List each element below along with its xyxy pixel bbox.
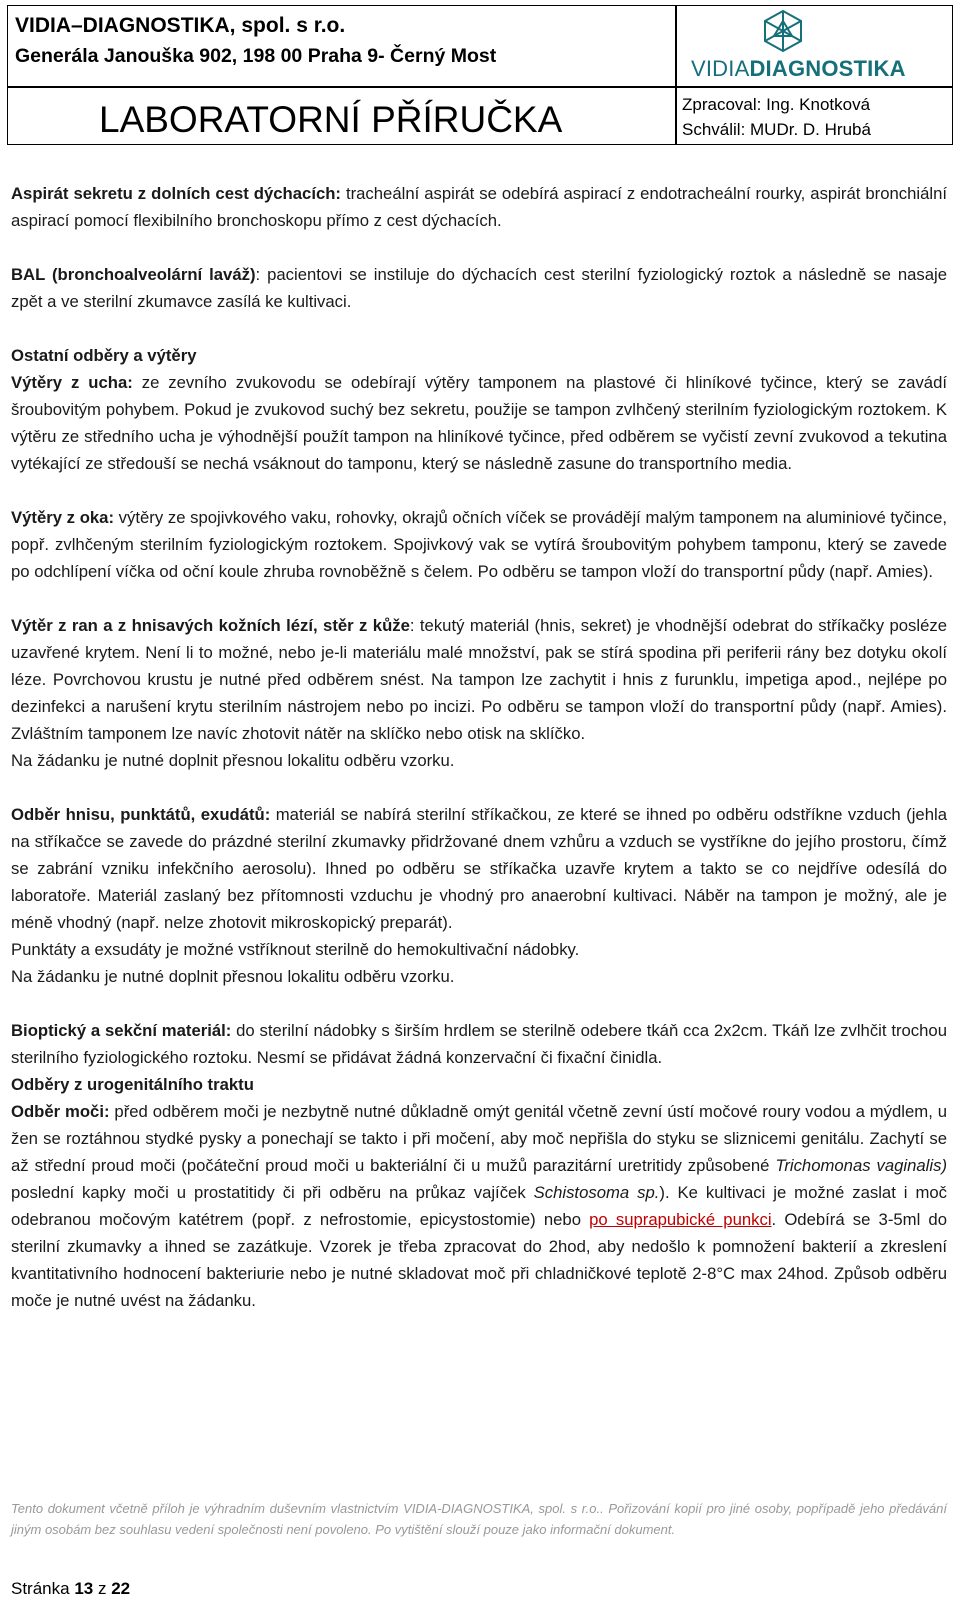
bal-title: BAL (bronchoalveolární laváž)	[11, 265, 256, 284]
logo-suffix: DIAGNOSTIKA	[749, 56, 906, 81]
approved-by: Schválil: MUDr. D. Hrubá	[682, 120, 871, 139]
urine-title: Odběr moči:	[11, 1102, 110, 1121]
company-address: Generála Janouška 902, 198 00 Praha 9- Černý Most	[15, 45, 497, 67]
aspirate-title: Aspirát sekretu z dolních cest dýchacích:	[11, 184, 341, 203]
page-total: 22	[111, 1579, 131, 1598]
pus-note-2: Na žádanku je nutné doplnit přesnou lokalitu odběru vzorku.	[11, 967, 455, 986]
wounds-title: Výtěr z ran a z hnisavých kožních lézí, stěr z kůže	[11, 616, 410, 635]
header-divider-vertical	[675, 6, 677, 144]
eye-text: výtěry ze spojivkového vaku, rohovky, okrajů očních víček se provádějí malým tamponem na aluminiové tyčince, popř. zvlhčeným sterilním fyziologickým roztokem. Spojivkový vak se vytírá šroubovitým pohybem tamponu, který se zavede po odchlípení víčka od oční koule zhruba rovnoběžně s čelem. Po odběru se tampon vloží do transportní půdy (např. Amies).	[11, 508, 947, 581]
other-samples-heading: Ostatní odběry a výtěry	[11, 346, 197, 365]
page-label: Stránka	[11, 1579, 70, 1598]
urine-paragraph	[11, 1098, 947, 1314]
document-header	[7, 5, 953, 145]
bal-paragraph	[11, 261, 947, 315]
urine-text-1: před odběrem moči je nezbytně nutné důkladně omýt genitál včetně zevní ústí močové roury vodou a mýdlem, u žen se roztáhnou stydké pysky a ponechají se takto i při močení, aby moč nepřišla do styku se sliznicemi genitálu. Zachytí se až střední proud moči (počáteční proud moči u bakteriální či u mužů parazitární uretritidy způsobené	[11, 1102, 947, 1175]
pus-note-1: Punktáty a exsudáty je možné vstříknout sterilně do hemokultivační nádobky.	[11, 940, 580, 959]
prepared-by: Zpracoval: Ing. Knotková	[682, 95, 871, 114]
biopsy-paragraph	[11, 1017, 947, 1071]
ear-title: Výtěry z ucha:	[11, 373, 133, 392]
suprapubic-puncture-link[interactable]: po suprapubické punkci	[589, 1210, 772, 1229]
urine-text-4: . Odebírá se 3-5ml do sterilní zkumavky a ihned se zazátkuje. Vzorek je třeba zpracovat do 2hod, aby nedošlo k pomnožení bakterií a zkreslení kvantitativního hodnocení bakteriurie nebo je nutné skladovat moč při chladničkové teplotě 2-8°C max 24hod. Způsob odběru moče je nutné uvést na žádanku.	[11, 1210, 947, 1310]
ear-paragraph	[11, 369, 947, 477]
wounds-text: : tekutý materiál (hnis, sekret) je vhodnější odebrat do stříkačky posléze uzavřené krytem. Není li to možné, nebo je-li materiálu malé množství, pak se stírá spodina při periferii rány bez dotyku okolí léze. Povrchovou krustu je nutné před odběrem snést. Na tampon lze zachytit i hnis z furunklu, impetiga apod., nejlépe po dezinfekci a narušení krytu sterilním nástrojem nebo po incizi. Po odběru se tampon vloží do transportní půdy (např. Amies). Zvláštním tamponem lze navíc zhotovit nátěr na sklíčko nebo otisk na sklíčko.	[11, 616, 948, 743]
logo-crystal-icon	[761, 9, 805, 53]
biopsy-text: do sterilní nádobky s širším hrdlem se sterilně odebere tkáň cca 2x2cm. Tkáň lze zvlhčit trochou sterilního fyziologického roztoku. Nesmí se přidávat žádná konzervační či fixační činidla.	[11, 1021, 947, 1067]
logo-wordmark	[691, 56, 906, 82]
urine-text-2: poslední kapky moči u prostatitidy či při odběru na průkaz vajíček	[11, 1183, 534, 1202]
biopsy-title: Bioptický a sekční materiál:	[11, 1021, 232, 1040]
manual-title: LABORATORNÍ PŘÍRUČKA	[99, 99, 563, 140]
urogenital-heading: Odběry z urogenitálního traktu	[11, 1075, 254, 1094]
eye-paragraph	[11, 504, 947, 585]
bal-text: : pacientovi se instiluje do dýchacích cest sterilní fyziologický roztok a následně se nasaje zpět a ve sterilní zkumavce zasílá ke kultivaci.	[11, 265, 947, 311]
copyright-note: Tento dokument včetně příloh je výhradním duševním vlastnictvím VIDIA-DIAGNOSTIKA, spol. s r.o.. Pořizování kopií pro jiné osoby, popřípadě jeho předávání jiným osobám bez souhlasu vedení společnosti není povoleno. Po vytištění slouží pouze jako informační dokument.	[11, 1501, 947, 1537]
header-divider-horizontal	[8, 86, 952, 88]
logo-prefix: VIDIA	[691, 56, 750, 81]
page-current: 13	[74, 1579, 94, 1598]
pus-text: materiál se nabírá sterilní stříkačkou, ze které se ihned po odběru odstříkne vzduch (jehla na stříkačce se zavede do prázdné sterilní zkumavky přidržované dnem vzhůru a vzduch se vystříkne do jejího prostoru, čímž se zabrání vzniku infekčního aerosolu). Ihned po odběru se stříkačka uzavře krytem a takto se co nejdříve odesílá do laboratoře. Materiál zaslaný bez přítomnosti vzduchu je vhodný pro anaerobní kultivaci. Náběr na tampon je možný, ale je méně vhodný (např. nelze zhotovit mikroskopický preparát).	[11, 805, 947, 932]
page-number	[11, 1577, 130, 1601]
ear-text: ze zevního zvukovodu se odebírají výtěry tamponem na plastové či hliníkové tyčince, který se zavádí šroubovitým pohybem. Pokud je zvukovod suchý bez sekretu, použije se tampon zvlhčený sterilním fyziologickým roztokem. K výtěru ze středního ucha je výhodnější použít tampon na hliníkové tyčince, před odběrem se vyčistí zevní zvukovod a tekutina vytékající ze středouší se nechá vsáknout do tamponu, který se následně zasune do transportního media.	[11, 373, 947, 473]
aspirate-paragraph	[11, 180, 947, 234]
pus-paragraph	[11, 801, 947, 936]
company-logo	[683, 9, 945, 85]
wounds-paragraph	[11, 612, 947, 747]
species-schistosoma: Schistosoma sp.	[533, 1183, 660, 1202]
pus-title: Odběr hnisu, punktátů, exudátů:	[11, 805, 271, 824]
urine-text-3: ). Ke kultivaci je možné zaslat i moč odebranou močovým katétrem (popř. z nefrostomie, epicystostomie) nebo	[11, 1183, 947, 1229]
eye-title: Výtěry z oka:	[11, 508, 115, 527]
species-trichomonas: Trichomonas vaginalis)	[775, 1156, 947, 1175]
wounds-note: Na žádanku je nutné doplnit přesnou lokalitu odběru vzorku.	[11, 751, 455, 770]
page-of: z	[97, 1579, 107, 1598]
aspirate-text: tracheální aspirát se odebírá aspirací z endotracheální rourky, aspirát bronchiální aspirací pomocí flexibilního bronchoskopu přímo z cest dýchacích.	[11, 184, 947, 230]
company-name: VIDIA–DIAGNOSTIKA, spol. s r.o.	[15, 14, 346, 37]
document-body	[11, 180, 947, 1314]
